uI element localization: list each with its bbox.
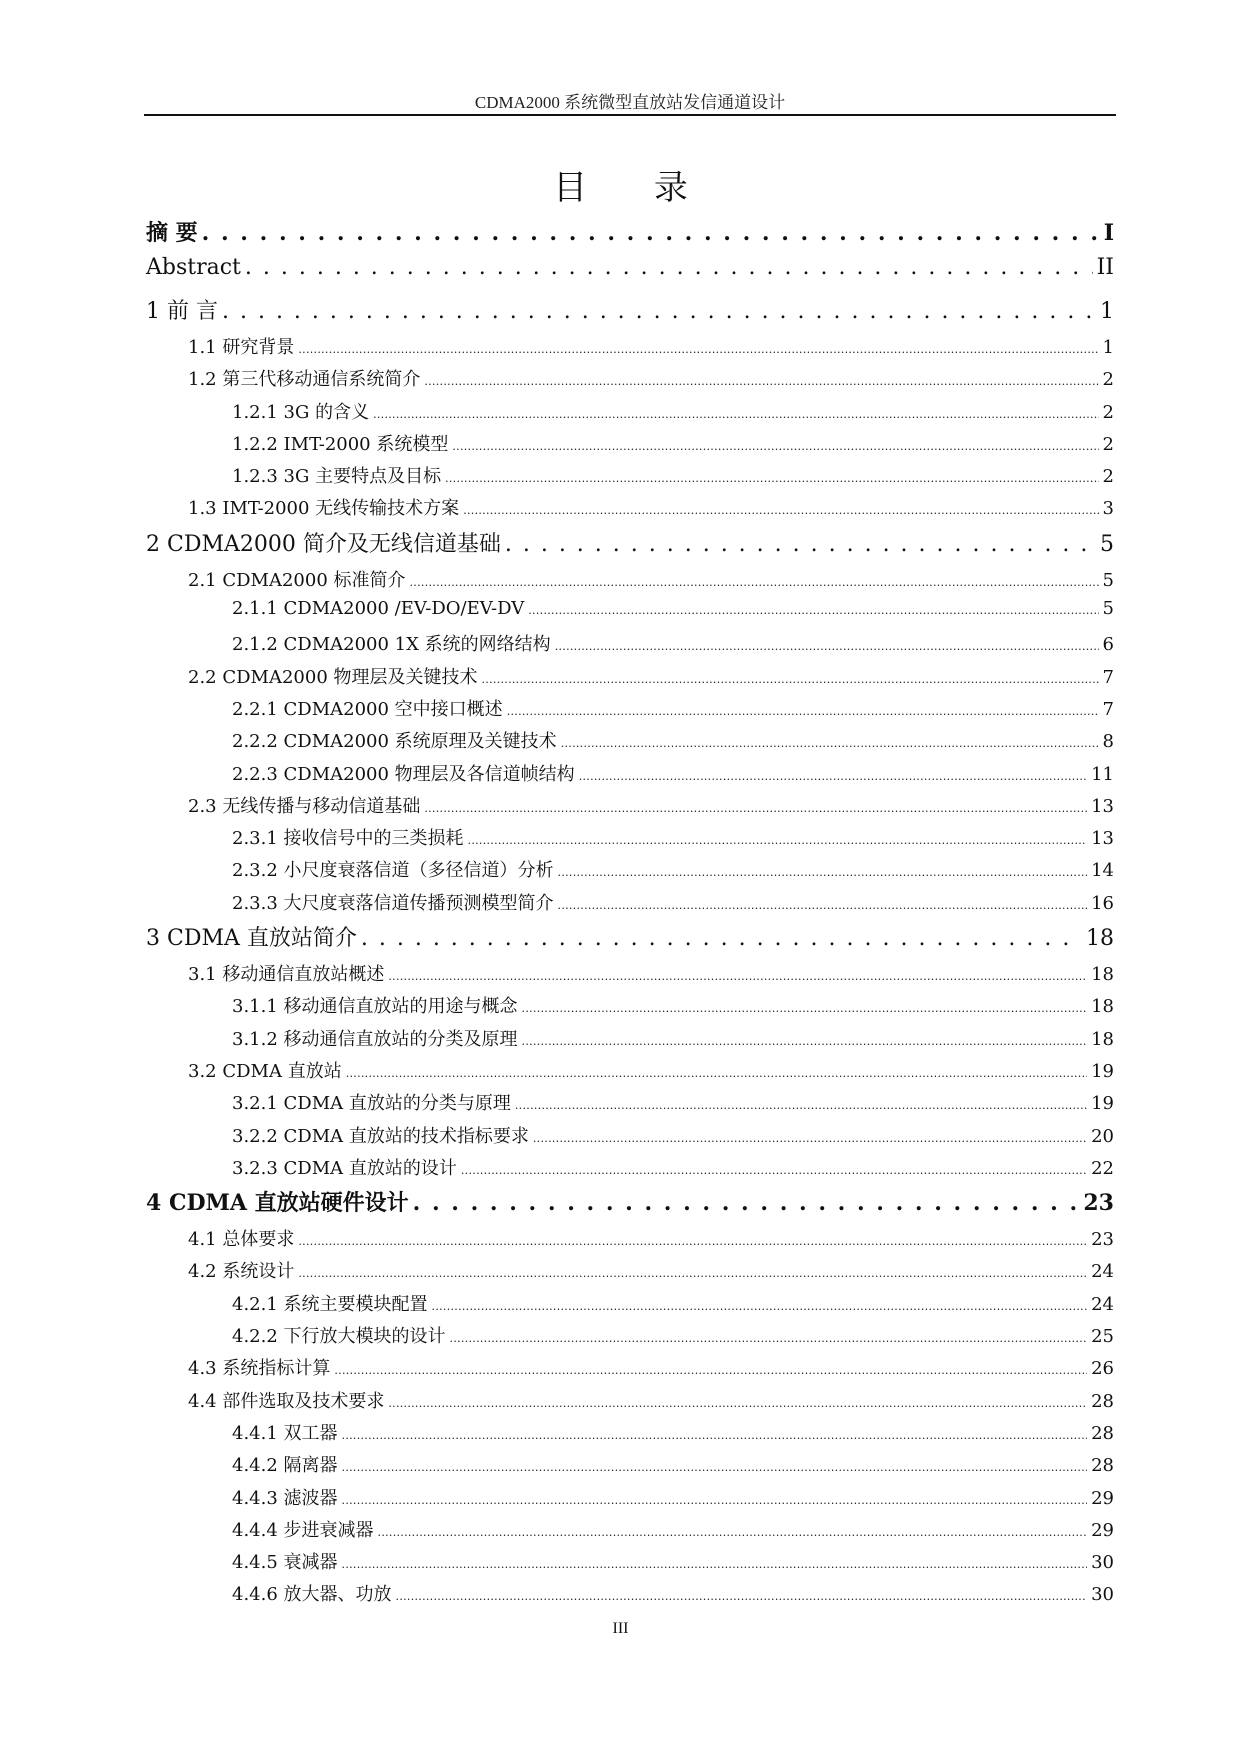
toc-entry-page: 25 (1091, 1326, 1114, 1348)
dot-leader (361, 926, 1082, 951)
toc-entry-label: 1.1 研究背景 (188, 337, 295, 358)
toc-entry-label: 3 CDMA 直放站简介 (146, 926, 357, 952)
toc-entry-page: 2 (1102, 433, 1114, 455)
dot-leader (346, 1067, 1087, 1080)
toc-entry-level-1[interactable] (146, 921, 1114, 960)
toc-entry-page: I (1103, 220, 1114, 246)
dot-leader (515, 1099, 1087, 1112)
toc-entry-level-3[interactable] (146, 856, 1114, 888)
toc-entry-level-3[interactable] (146, 1290, 1114, 1322)
toc-entry-page: 18 (1091, 964, 1114, 986)
toc-entry-level-2[interactable] (146, 960, 1114, 992)
toc-entry-level-3[interactable] (146, 1122, 1114, 1154)
toc-entry-level-3[interactable] (146, 727, 1114, 759)
toc-entry-page: 22 (1091, 1157, 1114, 1179)
toc-entry-page: 28 (1091, 1422, 1114, 1444)
dot-leader (298, 1267, 1087, 1280)
toc-entry-level-3[interactable] (146, 889, 1114, 921)
toc-entry-page: II (1096, 255, 1114, 280)
toc-entry-label: 1.2 第三代移动通信系统简介 (188, 369, 421, 391)
dot-leader (424, 802, 1087, 815)
dot-leader (342, 1494, 1088, 1507)
toc-entry-page: 2 (1102, 401, 1114, 423)
toc-entry-page: 29 (1091, 1487, 1114, 1509)
toc-entry-label: 2.2.1 CDMA2000 空中接口概述 (232, 698, 503, 720)
toc-entry-page: 18 (1091, 996, 1114, 1018)
toc-entry-page: 26 (1091, 1358, 1114, 1380)
toc-entry-label: 2.2.3 CDMA2000 物理层及各信道帧结构 (232, 763, 575, 785)
toc-entry-page: 13 (1091, 795, 1114, 817)
toc-entry-label: 4.4 部件选取及技术要求 (188, 1390, 385, 1412)
toc-entry-page: 28 (1091, 1390, 1114, 1412)
toc-entry-page: 14 (1091, 860, 1114, 882)
toc-entry-level-3[interactable] (146, 1154, 1114, 1186)
dot-leader (558, 899, 1088, 912)
dot-leader (561, 737, 1099, 750)
toc-entry-level-3[interactable] (146, 430, 1114, 462)
toc-entry-label: 4.4.3 滤波器 (232, 1487, 338, 1509)
dot-leader (505, 532, 1096, 557)
toc-entry-page: 11 (1091, 763, 1114, 785)
toc-entry-level-2[interactable] (146, 494, 1114, 526)
toc-entry-label: 3.2 CDMA 直放站 (188, 1060, 342, 1082)
toc-entry-level-3[interactable] (146, 1419, 1114, 1451)
toc-entry-label: 4.4.2 隔离器 (232, 1455, 338, 1477)
toc-entry-page: 2 (1102, 466, 1114, 488)
toc-entry-label: 2.2 CDMA2000 物理层及关键技术 (188, 666, 478, 688)
toc-entry-label: 4.1 总体要求 (188, 1229, 295, 1251)
toc-entry-label: 4.4.1 双工器 (232, 1422, 338, 1444)
toc-entry-label: 摘 要 (146, 220, 198, 246)
dot-leader (507, 705, 1099, 718)
toc-entry-page: 6 (1102, 634, 1114, 656)
toc-entry-page: 29 (1091, 1519, 1114, 1541)
toc-entry-label: 2.3.2 小尺度衰落信道（多径信道）分析 (232, 860, 554, 882)
toc-entry-level-3[interactable] (146, 1025, 1114, 1057)
dot-leader (298, 343, 1098, 356)
toc-entry-level-2[interactable] (146, 1354, 1114, 1386)
toc-entry-page: 7 (1102, 666, 1114, 688)
toc-entry-label: 2.1.2 CDMA2000 1X 系统的网络结构 (232, 634, 551, 656)
toc-entry-level-3[interactable] (146, 462, 1114, 494)
dot-leader (579, 770, 1087, 783)
dot-leader (461, 1164, 1087, 1177)
toc-entry-level-2[interactable] (146, 792, 1114, 824)
toc-entry-label: 3.2.3 CDMA 直放站的设计 (232, 1157, 457, 1179)
toc-entry-level-1[interactable] (146, 294, 1114, 333)
dot-leader (528, 604, 1098, 617)
toc-entry-level-3[interactable] (146, 1548, 1114, 1580)
dot-leader (373, 408, 1098, 421)
toc-entry-page: 19 (1091, 1093, 1114, 1115)
dot-leader (533, 1132, 1087, 1145)
toc-entry-level-2[interactable] (146, 663, 1114, 695)
toc-entry-level-1[interactable] (146, 1186, 1114, 1225)
dot-leader (388, 1397, 1087, 1410)
toc-entry-level-2[interactable] (146, 1257, 1114, 1289)
toc-entry-level-3[interactable] (146, 695, 1114, 727)
toc-entry-page: 3 (1102, 498, 1114, 520)
toc-entry-label: 2.1 CDMA2000 标准简介 (188, 569, 406, 591)
toc-entry-label: 4 CDMA 直放站硬件设计 (146, 1190, 409, 1217)
toc-entry-page: 23 (1083, 1190, 1114, 1217)
toc-entry-label: 1 前 言 (146, 299, 218, 324)
toc-entry-page: 18 (1086, 926, 1114, 952)
dot-leader (298, 1235, 1087, 1248)
dot-leader (378, 1526, 1088, 1539)
toc-entry-label: 2 CDMA2000 简介及无线信道基础 (146, 531, 501, 557)
toc-entry-page: 1 (1102, 337, 1114, 358)
toc-entry-page: 23 (1091, 1229, 1114, 1251)
dot-leader (482, 673, 1099, 686)
toc-entry-label: 3.2.1 CDMA 直放站的分类与原理 (232, 1093, 511, 1115)
running-header: CDMA2000 系统微型直放站发信通道设计 (474, 93, 786, 112)
dot-leader (424, 375, 1098, 388)
toc-entry-page: 2 (1102, 369, 1114, 391)
table-of-contents (146, 216, 1114, 1613)
toc-entry-level-3[interactable] (146, 1580, 1114, 1612)
toc-entry-label: 4.2 系统设计 (188, 1261, 295, 1283)
toc-entry-label: 2.3.3 大尺度衰落信道传播预测模型简介 (232, 892, 554, 914)
toc-entry-level-3[interactable] (146, 760, 1114, 792)
dot-leader (202, 220, 1100, 246)
toc-entry-label: 4.3 系统指标计算 (188, 1358, 331, 1380)
toc-entry-label: 3.2.2 CDMA 直放站的技术指标要求 (232, 1125, 529, 1147)
dot-leader (468, 834, 1088, 847)
toc-entry-label: 4.4.6 放大器、功放 (232, 1584, 392, 1606)
toc-entry-label: 4.4.5 衰减器 (232, 1552, 338, 1574)
dot-leader (245, 255, 1093, 280)
toc-entry-label: 2.1.1 CDMA2000 /EV-DO/EV-DV (232, 598, 525, 620)
toc-entry-label: 1.2.1 3G 的含义 (232, 401, 370, 423)
toc-entry-label: 2.3 无线传播与移动信道基础 (188, 795, 421, 817)
dot-leader (334, 1364, 1087, 1377)
dot-leader (413, 1190, 1080, 1216)
toc-entry-label: 1.3 IMT-2000 无线传输技术方案 (188, 498, 460, 520)
toc-entry-level-3[interactable] (146, 1451, 1114, 1483)
toc-entry-label: 3.1.1 移动通信直放站的用途与概念 (232, 996, 518, 1018)
toc-entry-level-2[interactable] (146, 1057, 1114, 1089)
dot-leader (432, 1300, 1088, 1313)
dot-leader (388, 970, 1087, 983)
toc-entry-level-3[interactable] (146, 630, 1114, 662)
toc-entry-level-3[interactable] (146, 992, 1114, 1024)
toc-entry-page: 30 (1091, 1584, 1114, 1606)
header-rule (144, 114, 1116, 116)
toc-entry-level-3[interactable] (146, 1516, 1114, 1548)
toc-entry-level-1[interactable] (146, 527, 1114, 566)
toc-entry-label: 1.2.2 IMT-2000 系统模型 (232, 433, 449, 455)
dot-leader (222, 299, 1096, 324)
dot-leader (522, 1035, 1088, 1048)
toc-entry-page: 5 (1102, 569, 1114, 591)
toc-entry-level-3[interactable] (146, 1484, 1114, 1516)
toc-entry-page: 18 (1091, 1028, 1114, 1050)
toc-entry-page: 28 (1091, 1455, 1114, 1477)
toc-entry-page: 13 (1091, 828, 1114, 850)
toc-entry-label: 1.2.3 3G 主要特点及目标 (232, 466, 442, 488)
toc-entry-page: 16 (1091, 892, 1114, 914)
dot-leader (396, 1590, 1088, 1603)
toc-entry-level-2[interactable] (146, 1387, 1114, 1419)
toc-entry-label: 3.1 移动通信直放站概述 (188, 964, 385, 986)
dot-leader (558, 866, 1088, 879)
toc-entry-page: 1 (1100, 299, 1114, 324)
toc-entry-page: 20 (1091, 1125, 1114, 1147)
toc-entry-page: 5 (1102, 598, 1114, 620)
toc-entry-level-3[interactable] (146, 398, 1114, 430)
toc-entry-level-2[interactable] (146, 365, 1114, 397)
dot-leader (445, 472, 1098, 485)
toc-entry-label: 4.2.2 下行放大模块的设计 (232, 1326, 446, 1348)
toc-entry-page: 7 (1102, 698, 1114, 720)
toc-entry-level-3[interactable] (146, 824, 1114, 856)
dot-leader (342, 1558, 1088, 1571)
toc-entry-label: 4.2.1 系统主要模块配置 (232, 1293, 428, 1315)
dot-leader (450, 1332, 1088, 1345)
toc-entry-level-3[interactable] (146, 598, 1114, 630)
dot-leader (522, 1002, 1088, 1015)
dot-leader (342, 1461, 1088, 1474)
dot-leader (410, 576, 1099, 589)
dot-leader (463, 504, 1098, 517)
toc-entry-level-2[interactable] (146, 566, 1114, 598)
toc-entry-page: 24 (1091, 1261, 1114, 1283)
toc-entry-page: 8 (1102, 731, 1114, 753)
toc-entry-label: 4.4.4 步进衰减器 (232, 1519, 374, 1541)
toc-entry-label: Abstract (146, 255, 241, 280)
toc-entry-level-3[interactable] (146, 1089, 1114, 1121)
page-title: 目 录 (553, 168, 716, 208)
toc-entry-level-2[interactable] (146, 333, 1114, 365)
toc-entry-page: 5 (1100, 531, 1114, 557)
toc-entry-page: 30 (1091, 1552, 1114, 1574)
toc-entry-page: 24 (1091, 1293, 1114, 1315)
dot-leader (555, 640, 1099, 653)
toc-entry-label: 2.3.1 接收信号中的三类损耗 (232, 828, 464, 850)
page-number: III (612, 1620, 629, 1637)
toc-entry-label: 3.1.2 移动通信直放站的分类及原理 (232, 1028, 518, 1050)
toc-entry-level-2[interactable] (146, 1225, 1114, 1257)
toc-entry-level-1[interactable] (146, 255, 1114, 294)
toc-entry-level-1[interactable] (146, 216, 1114, 255)
dot-leader (342, 1429, 1088, 1442)
toc-entry-label: 2.2.2 CDMA2000 系统原理及关键技术 (232, 731, 557, 753)
toc-entry-page: 19 (1091, 1060, 1114, 1082)
toc-entry-level-3[interactable] (146, 1322, 1114, 1354)
dot-leader (452, 440, 1098, 453)
